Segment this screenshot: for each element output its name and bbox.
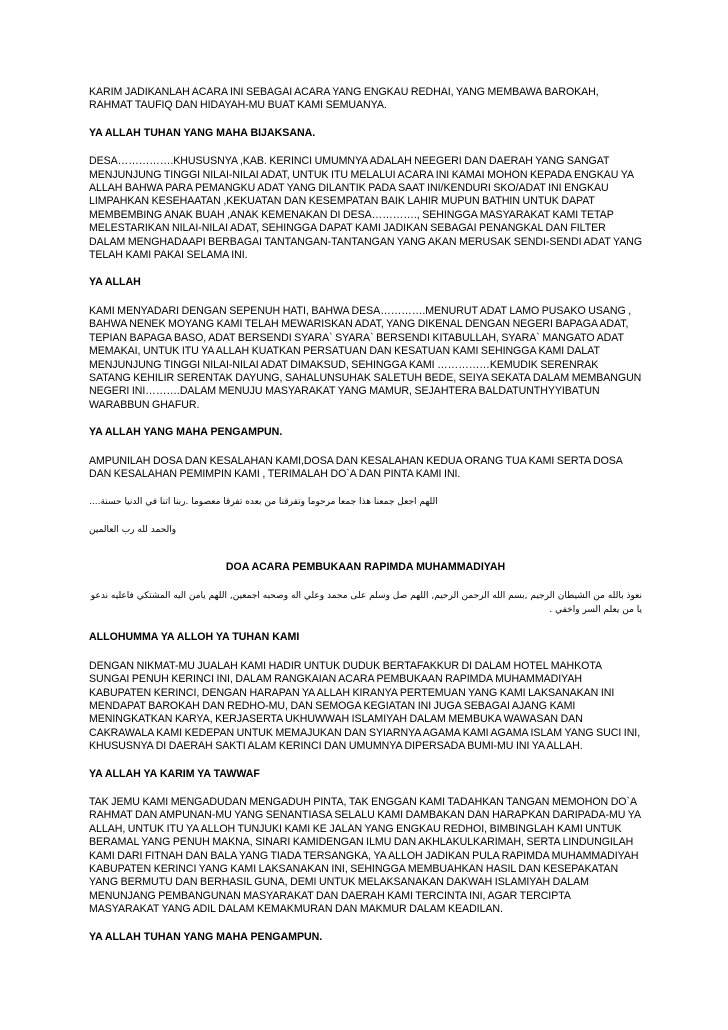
paragraph-tak-jemu: TAK JEMU KAMI MENGADUDAN MENGADUH PINTA, TAK ENGGAN KAMI TADAHKAN TANGAN MEMOHON DO`A RAHMAT DAN AMPUNAN-MU YANG SENANTIASA SELALU KAMI DAMBAKAN DAN HARAPKAN DARIPADA-MU YA ALLAH, UNTUK ITU YA ALLOH TUNJUKI KAMI KE JALAN YANG ENGKAU REDHOI, BIMBINGLAH KAMI UNTUK BERAMAL YANG PENUH MAKNA, SINARI KAMIDENGAN ILMU DAN AKHLAKULKARIMAH, SERTA LINDUNGILAH KAMI DARI FITNAH DAN BALA YANG TIADA TERSANGKA, YA ALLOH JADIKAN PULA RAPIMDA MUHAMMADIYAH KABUPATEN KERINCI YANG KAMI LAKSANAKAN INI, SEHINGGA MEMBUAHKAN HASIL DAN KESEPAKATAN YANG BERMUTU DAN BERHASIL GUNA, DEMI UNTUK MELAKSANAKAN DAKWAH ISLAMIYAH DALAM MENUNJANG PEMBANGUNAN MASYARAKAT DAN DAERAH KAMI TERCINTA INI, AGAR TERCIPTA MASYARAKAT YANG ADIL DALAM KEMAKMURAN DAN MAKMUR DALAM KEADILAN. (89, 796, 641, 916)
heading-ya-allah: YA ALLAH (89, 276, 141, 289)
paragraph-nikmat: DENGAN NIKMAT-MU JUALAH KAMI HADIR UNTUK DUDUK BERTAFAKKUR DI DALAM HOTEL MAHKOTA SUNGAI PENUH KERINCI INI, DALAM RANGKAIAN ACARA PEMBUKAAN RAPIMDA MUHAMMADIYAH KABUPATEN KERINCI, DENGAN HARAPAN YA ALLAH KIRANYA PERTEMUAN YANG KAMI LAKSANAKAN INI MENDAPAT BAROKAH DAN REDHO-MU, DAN SEMOGA KEGIATAN INI JUGA SEBAGAI AJANG KAMI MENINGKATKAN KARYA, KERJASERTA UKHUWWAH ISLAMIYAH DALAM MEMBUKA WAWASAN DAN CAKRAWALA KAMI KEDEPAN UNTUK MEMAJUKAN DAN SYIARNYA AGAMA KAMI AGAMA ISLAM YANG SUCI INI, KHUSUSNYA DI DAERAH SAKTI ALAM KERINCI DAN UMUMNYA DIPERSADA BUMI-MU INI YA ALLAH. (89, 659, 641, 753)
heading-allohumma: ALLOHUMMA YA ALLOH YA TUHAN KAMI (89, 631, 300, 644)
paragraph-ampunilah: AMPUNILAH DOSA DAN KESALAHAN KAMI,DOSA DAN KESALAHAN KEDUA ORANG TUA KAMI SERTA DOSA DAN KESALAHAN PEMIMPIN KAMI , TERIMALAH DO`A DAN PINTA KAMI INI. (89, 454, 623, 480)
heading-bijaksana: YA ALLAH TUHAN YANG MAHA BIJAKSANA. (89, 126, 316, 139)
paragraph-menyadari: KAMI MENYADARI DENGAN SEPENUH HATI, BAHWA DESA………….MENURUT ADAT LAMO PUSAKO USANG , BAHWA NENEK MOYANG KAMI TELAH MEWARISKAN ADAT, YANG DIKENAL DENGAN NEGERI BAPAGA ADAT, TEPIAN BAPAGA BASO, ADAT BERSENDI SYARA` SYARA` BERSENDI KITABULLAH, SYARA` MANGATO ADAT MEMAKAI, UNTUK ITU YA ALLAH KUATKAN PERSATUAN DAN KESATUAN KAMI SEHINGGA KAMI DALAT MENJUNJUNG TINGGI NILAI-NILAI ADAT DIMAKSUD, SEHINGGA KAMI ……………KEMUDIK SERENRAK SATANG KEHILIR SERENTAK DAYUNG, SAHALUNSUHAK SALETUH BEDE, SEIYA SEKATA DALAM MEMBANGUN NEGERI INI……….DALAM MENUJU MASYARAKAT YANG MAMUR, SEJAHTERA BALDATUNTHYYIBATUN WARABBUN GHAFUR. (89, 304, 642, 411)
paragraph-desa-adat: DESA…………….KHUSUSNYA ,KAB. KERINCI UMUMNYA ADALAH NEEGERI DAN DAERAH YANG SANGAT MENJUNJUNG TINGGI NILAI-NILAI ADAT, UNTUK ITU MELALUI ACARA INI KAMAI MOHON KEPADA ENGKAU YA ALLAH BAHWA PARA PEMANGKU ADAT YANG DILANTIK PADA SAAT INI/KENDURI SKO/ADAT INI ENGKAU LIMPAHKAN KESEHAATAN ,KEKUATAN DAN KESEMPATAN BAIK LAHIR MUPUN BATHIN UNTUK DAPAT MEMBEMBING ANAK BUAH ,ANAK KEMENAKAN DI DESA…………., SEHINGGA MASYARAKAT KAMI TETAP MELESTARIKAN NILAI-NILAI ADAT, SEHINGGA DAPAT KAMI JADIKAN SEBAGAI PENANGKAL DAN FILTER DALAM MENGHADAAPI BERBAGAI TANTANGAN-TANTANGAN YANG AKAN MERUSAK SENDI-SENDI ADAT YANG TELAH KAMI PAKAI SELAMA INI. (89, 155, 643, 262)
paragraph-intro: KARIM JADIKANLAH ACARA INI SEBAGAI ACARA YANG ENGKAU REDHAI, YANG MEMBAWA BAROKAH, RAHMAT TAUFIQ DAN HIDAYAH-MU BUAT KAMI SEMUANYA. (89, 86, 599, 112)
section-title: DOA ACARA PEMBUKAAN RAPIMDA MUHAMMADIYAH (225, 561, 506, 574)
heading-karim-tawwaf: YA ALLAH YA KARIM YA TAWWAF (89, 767, 260, 780)
heading-pengampun: YA ALLAH YANG MAHA PENGAMPUN. (89, 426, 283, 439)
arabic-opening: نعوذ بالله من الشيطان الرجيم ,بسم الله الرحمن الرحيم, اللهم صل وسلم على محمد وعلي اله وصحبه اجمعين, اللهم يامن اليه المشتكي فاعليه ندعو يا من يعلم السر واخفي . (90, 591, 642, 616)
arabic-prayer-1: اللهم اجعل جمعنا هذا جمعا مرحوما وتفرقنا من بعده تفرقا معصوما .ربنا اتنا في الدنيا حسنة.... (89, 497, 438, 508)
arabic-prayer-2: والحمد لله رب العالمين (89, 525, 177, 536)
heading-pengampun-2: YA ALLAH TUHAN YANG MAHA PENGAMPUN. (89, 930, 323, 943)
